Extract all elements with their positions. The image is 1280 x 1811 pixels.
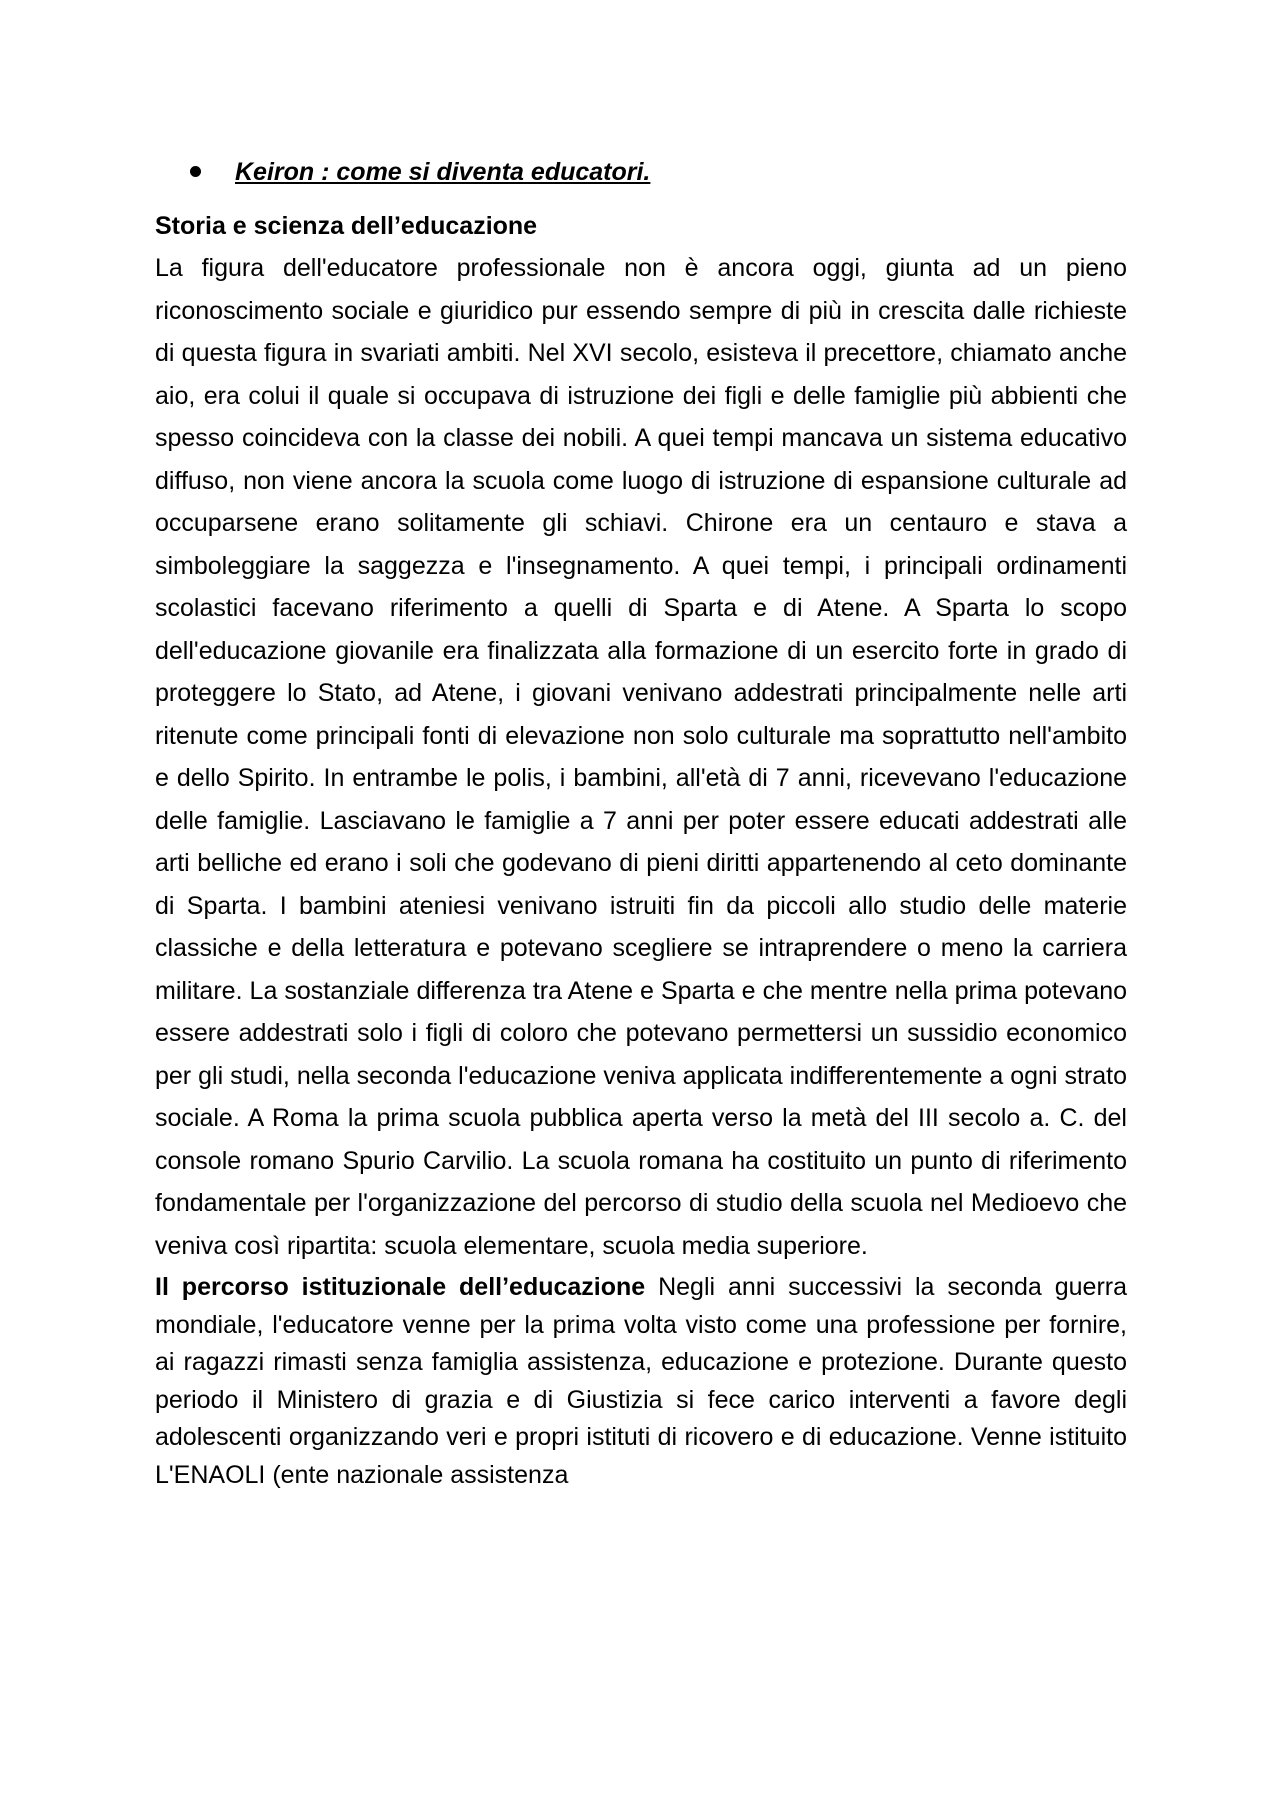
document-body: [155, 152, 1127, 1494]
section-heading-storia: Storia e scienza dell’educazione: [155, 212, 538, 240]
document-title: Keiron : come si diventa educatori.: [235, 158, 651, 186]
paragraph-percorso: [155, 1269, 1127, 1494]
paragraph-storia: La figura dell'educatore professionale non è ancora oggi, giunta ad un pieno riconoscimento sociale e giuridico pur essendo sempre di più in crescita dalle richieste di questa figura in svariati ambiti. Nel XVI secolo, esisteva il precettore, chiamato anche aio, era colui il quale si occupava di istruzione dei figli e delle famiglie più abbienti che spesso coincideva con la classe dei nobili. A quei tempi mancava un sistema educativo diffuso, non viene ancora la scuola come luogo di istruzione di espansione culturale ad occuparsene erano solitamente gli schiavi. Chirone era un centauro e stava a simboleggiare la saggezza e l'insegnamento. A quei tempi, i principali ordinamenti scolastici facevano riferimento a quelli di Sparta e di Atene. A Sparta lo scopo dell'educazione giovanile era finalizzata alla formazione di un esercito forte in grado di proteggere lo Stato, ad Atene, i giovani venivano addestrati principalmente nelle arti ritenute come principali fonti di elevazione non solo culturale ma soprattutto nell'ambito e dello Spirito. In entrambe le polis, i bambini, all'età di 7 anni, ricevevano l'educazione delle famiglie. Lasciavano le famiglie a 7 anni per poter essere educati addestrati alle arti belliche ed erano i soli che godevano di pieni diritti appartenendo al ceto dominante di Sparta. I bambini ateniesi venivano istruiti fin da piccoli allo studio delle materie classiche e della letteratura e potevano scegliere se intraprendere o meno la carriera militare. La sostanziale differenza tra Atene e Sparta e che mentre nella prima potevano essere addestrati solo i figli di coloro che potevano permettersi un sussidio economico per gli studi, nella seconda l'educazione veniva applicata indifferentemente a ogni strato sociale. A Roma la prima scuola pubblica aperta verso la metà del III secolo a. C. del console romano Spurio Carvilio. La scuola romana ha costituito un punto di riferimento fondamentale per l'organizzazione del percorso di studio della scuola nel Medioevo che veniva così ripartita: scuola elementare, scuola media superiore.: [155, 254, 1127, 1260]
bullet-list-item: [200, 152, 1127, 192]
bullet-dot-icon: [190, 166, 201, 177]
paragraph-percorso-text: Negli anni successivi la seconda guerra mondiale, l'educatore venne per la prima volta visto come una professione per fornire, ai ragazzi rimasti senza famiglia assistenza, educazione e protezione. Durante questo periodo il Ministero di grazia e di Giustizia si fece carico interventi a favore degli adolescenti organizzando veri e propri istituti di ricovero e di educazione. Venne istituito L'ENAOLI (ente nazionale assistenza: [155, 1273, 1128, 1489]
section-heading-percorso: Il percorso istituzionale dell’educazione: [155, 1273, 646, 1301]
